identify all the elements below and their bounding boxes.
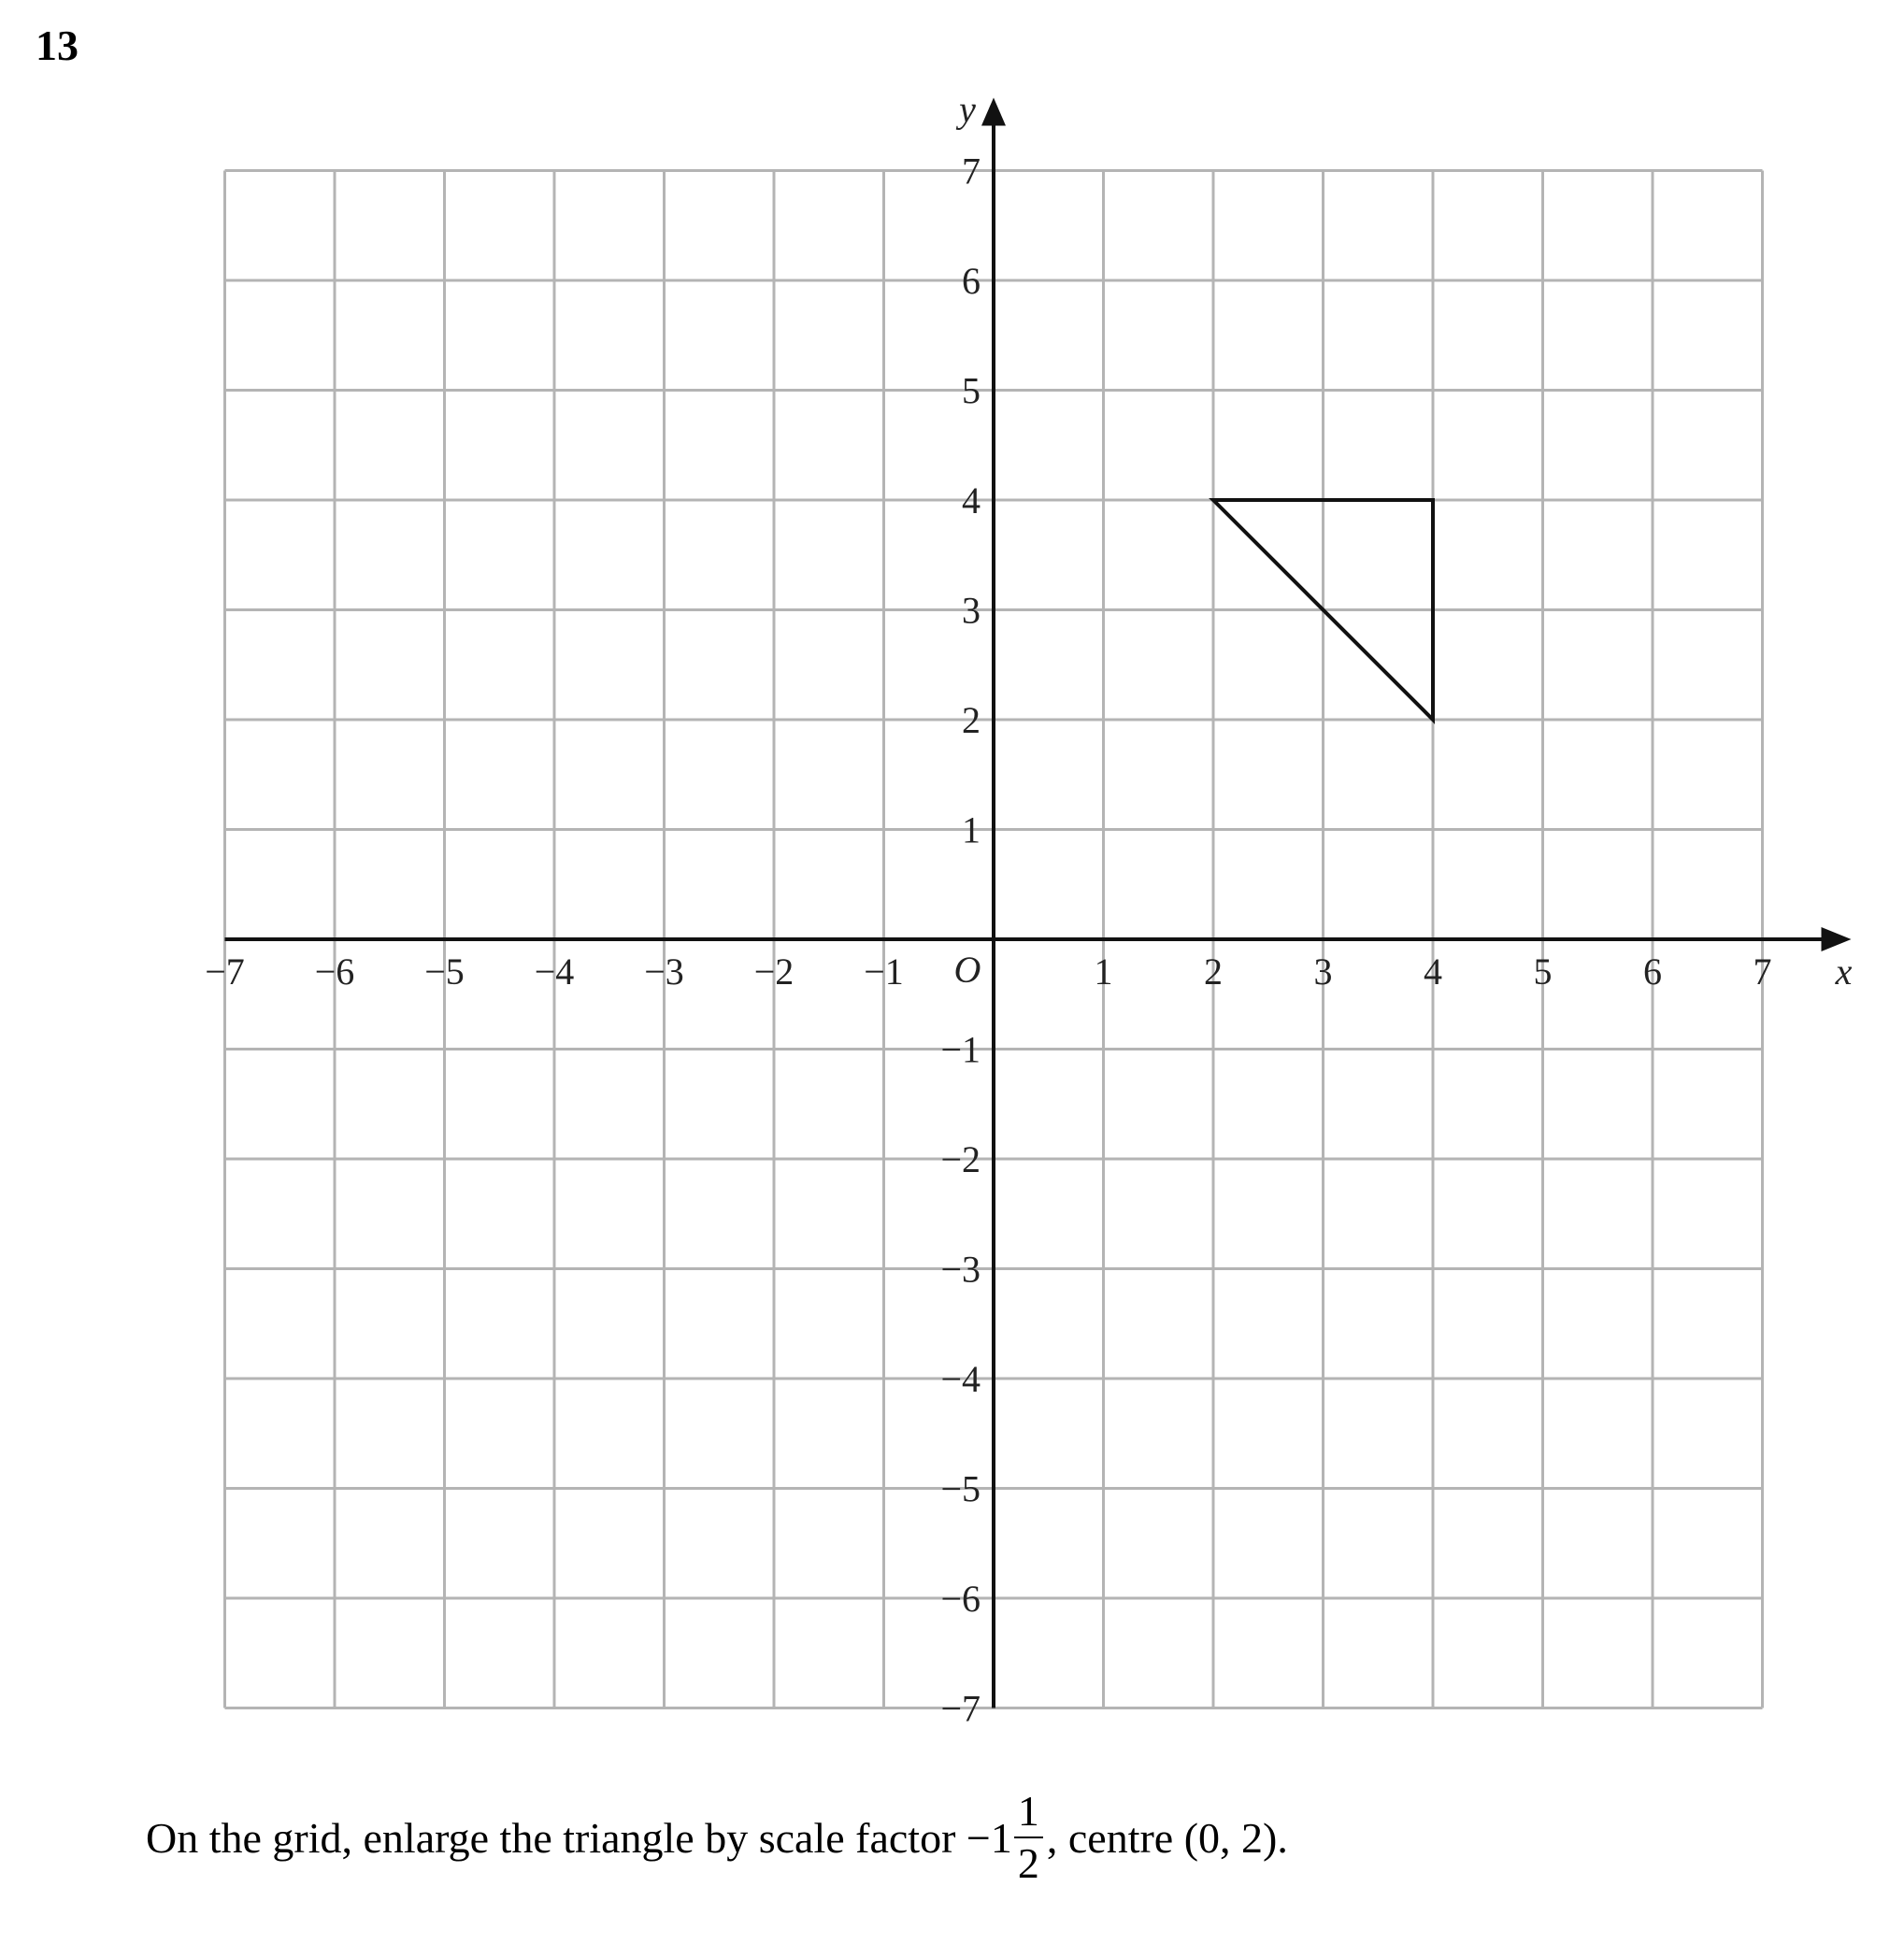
- y-axis-label: y: [959, 88, 976, 131]
- fraction-denominator: 2: [1017, 1839, 1039, 1887]
- instruction-end: , centre (0, 2).: [1046, 1813, 1288, 1862]
- x-tick-label: 5: [1533, 950, 1553, 993]
- x-tick-label: −1: [864, 950, 904, 993]
- x-tick-label: −5: [424, 950, 465, 993]
- y-tick-label: −7: [940, 1687, 981, 1730]
- x-tick-label: −4: [534, 950, 575, 993]
- x-tick-label: −3: [644, 950, 684, 993]
- y-tick-label: 2: [962, 699, 981, 741]
- y-tick-label: −3: [940, 1248, 981, 1291]
- y-tick-label: 1: [962, 808, 981, 851]
- x-tick-label: 3: [1313, 950, 1333, 993]
- x-tick-label: 1: [1094, 950, 1113, 993]
- y-axis-arrow: [981, 98, 1006, 126]
- y-tick-label: 5: [962, 369, 981, 412]
- axes: [225, 98, 1852, 1708]
- axis-labels: [205, 89, 1852, 1730]
- y-tick-label: −2: [940, 1138, 981, 1180]
- x-tick-label: 2: [1204, 950, 1223, 993]
- x-tick-label: −2: [753, 950, 795, 993]
- instruction-text: [146, 1787, 1288, 1887]
- origin-label: O: [953, 949, 981, 991]
- y-tick-label: −5: [940, 1467, 981, 1510]
- x-tick-label: 4: [1424, 950, 1442, 993]
- y-tick-label: −4: [940, 1358, 981, 1400]
- x-tick-label: −6: [314, 950, 355, 993]
- x-tick-label: −7: [205, 950, 245, 993]
- y-tick-label: 7: [962, 150, 981, 193]
- fraction: [1014, 1787, 1043, 1887]
- y-tick-label: 3: [962, 589, 981, 632]
- y-tick-label: −6: [940, 1578, 981, 1620]
- y-tick-label: 6: [962, 260, 981, 302]
- x-tick-label: 6: [1643, 950, 1662, 993]
- fraction-numerator: 1: [1014, 1790, 1043, 1838]
- x-axis-label: x: [1835, 950, 1853, 993]
- instruction-main: On the grid, enlarge the triangle by scale factor −1: [146, 1813, 1012, 1862]
- y-tick-label: 4: [962, 479, 981, 522]
- y-tick-label: −1: [940, 1028, 981, 1071]
- x-tick-label: 7: [1753, 950, 1772, 993]
- question-number: 13: [36, 21, 79, 69]
- x-axis-arrow: [1822, 927, 1852, 951]
